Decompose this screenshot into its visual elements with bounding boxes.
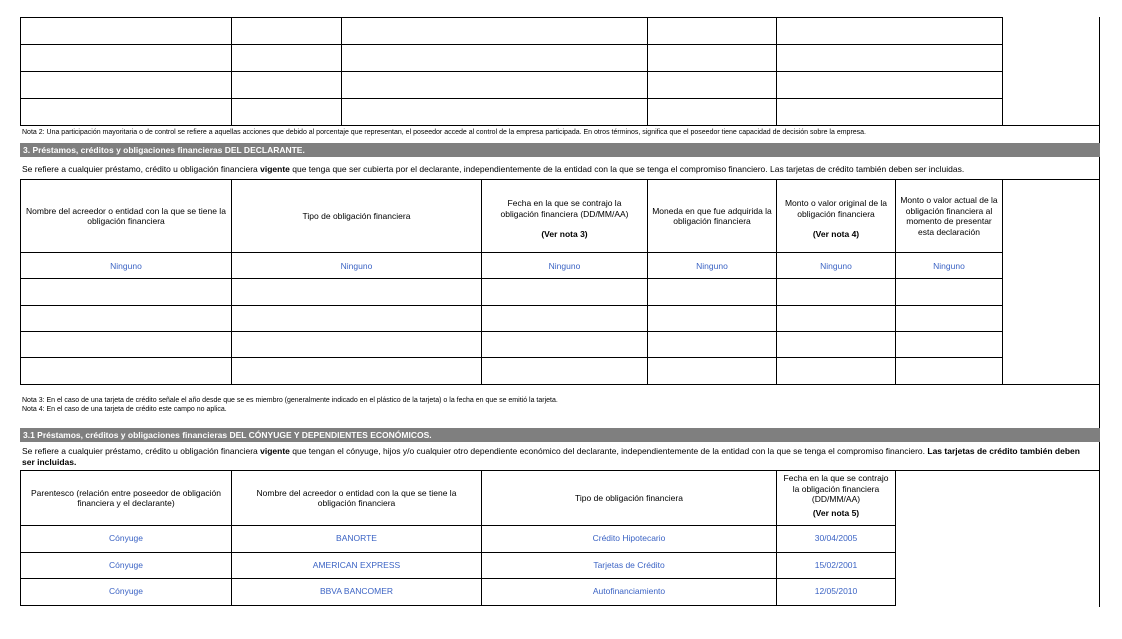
s31-cell: 30/04/2005 [814, 533, 858, 543]
s3-header-fecha: Fecha en la que se contrajo la obligación financiera (DD/MM/AA) (Ver nota 3) [500, 198, 629, 239]
s31-header-acreedor: Nombre del acreedor o entidad con la que se tiene la obligación financiera [256, 487, 457, 508]
grid-line [20, 578, 896, 579]
section-3-title: 3. Préstamos, créditos y obligaciones financieras DEL DECLARANTE. [20, 143, 1100, 157]
s31-cell: BBVA BANCOMER [319, 586, 394, 596]
s3-cell: Ninguno [110, 261, 142, 271]
section-3-1-title: 3.1 Préstamos, créditos y obligaciones financieras DEL CÓNYUGE Y DEPENDIENTES ECONÓMICOS. [20, 428, 1100, 442]
grid-line [20, 252, 1003, 253]
s3-cell: Ninguno [340, 261, 373, 271]
grid-line [1002, 179, 1003, 384]
s3-header-tipo: Tipo de obligación financiera [302, 210, 411, 221]
grid-line [20, 605, 896, 606]
s31-cell: AMERICAN EXPRESS [312, 560, 401, 570]
s3-header-monto-original: Monto o valor original de la obligación financiera (Ver nota 4) [784, 198, 888, 239]
s3-cell: Ninguno [548, 261, 581, 271]
s3-cell: Ninguno [820, 261, 852, 271]
grid-line [20, 17, 21, 125]
s31-cell: BANORTE [336, 533, 377, 543]
page-right-border [1099, 17, 1100, 607]
s31-cell: Crédito Hipotecario [592, 533, 666, 543]
s3-cell: Ninguno [933, 261, 965, 271]
section-3-1-description: Se refiere a cualquier préstamo, crédito u obligación financiera vigente que tengan el cónyuge, hijos y/o cualquier otro dependiente económico del declarante, independientemente de la entidad con la que se tenga el compromiso financiero. Las tarjetas de crédito también deben ser incluidas. [22, 446, 1080, 467]
s31-cell: 12/05/2010 [814, 586, 858, 596]
s31-header-tipo: Tipo de obligación financiera [575, 492, 683, 503]
grid-line [20, 331, 1003, 332]
grid-line [20, 552, 896, 553]
grid-line [20, 44, 1003, 45]
grid-line [20, 305, 1003, 306]
s31-header-fecha: Fecha en la que se contrajo la obligación financiera (DD/MM/AA) (Ver nota 5) [783, 473, 889, 518]
s31-cell: Tarjetas de Crédito [593, 560, 665, 570]
s31-cell: Autofinanciamiento [592, 586, 666, 596]
s3-header-acreedor: Nombre del acreedor o entidad con la que se tiene la obligación financiera [26, 205, 226, 226]
s31-cell: Cónyuge [108, 560, 144, 570]
s31-header-parentesco: Parentesco (relación entre poseedor de obligación financiera y el declarante) [31, 487, 221, 508]
s31-cell: Cónyuge [108, 586, 144, 596]
grid-line [895, 470, 896, 605]
note-2: Nota 2: Una participación mayoritaria o de control se refiere a aquellas acciones que debido al porcentaje que representan, el poseedor accede al control de la empresa participada. En otros términos, significa que el poseedor tiene capacidad de decisión sobre la empresa. [22, 129, 867, 136]
grid-line [231, 17, 232, 125]
grid-line [341, 17, 342, 125]
grid-line [20, 357, 1003, 358]
s3-cell: Ninguno [696, 261, 728, 271]
grid-line [20, 98, 1003, 99]
s31-cell: Cónyuge [108, 533, 144, 543]
section-3-description: Se refiere a cualquier préstamo, crédito u obligación financiera vigente que tenga que ser cubierta por el declarante, independientemente de la entidad con la que se tenga el compromiso financiero. Las tarjetas de crédito también deben ser incluidas. [22, 164, 965, 174]
divider [20, 125, 1100, 126]
grid-line [20, 384, 1100, 385]
grid-line [20, 17, 1003, 18]
note-4: Nota 4: En el caso de una tarjeta de crédito este campo no aplica. [22, 406, 227, 413]
grid-line [20, 278, 1003, 279]
s3-header-moneda: Moneda en que fue adquirida la obligación financiera [652, 205, 772, 226]
s3-header-monto-actual: Monto o valor actual de la obligación financiera al momento de presentar esta declaración [900, 195, 998, 237]
grid-line [20, 71, 1003, 72]
note-3: Nota 3: En el caso de una tarjeta de crédito señale el año desde que se es miembro (generalmente indicado en el plástico de la tarjeta) o la fecha en que se emitió la tarjeta. [22, 397, 558, 404]
grid-line [776, 17, 777, 125]
grid-line [647, 17, 648, 125]
grid-line [20, 525, 896, 526]
s31-cell: 15/02/2001 [814, 560, 858, 570]
grid-line [1002, 17, 1003, 125]
